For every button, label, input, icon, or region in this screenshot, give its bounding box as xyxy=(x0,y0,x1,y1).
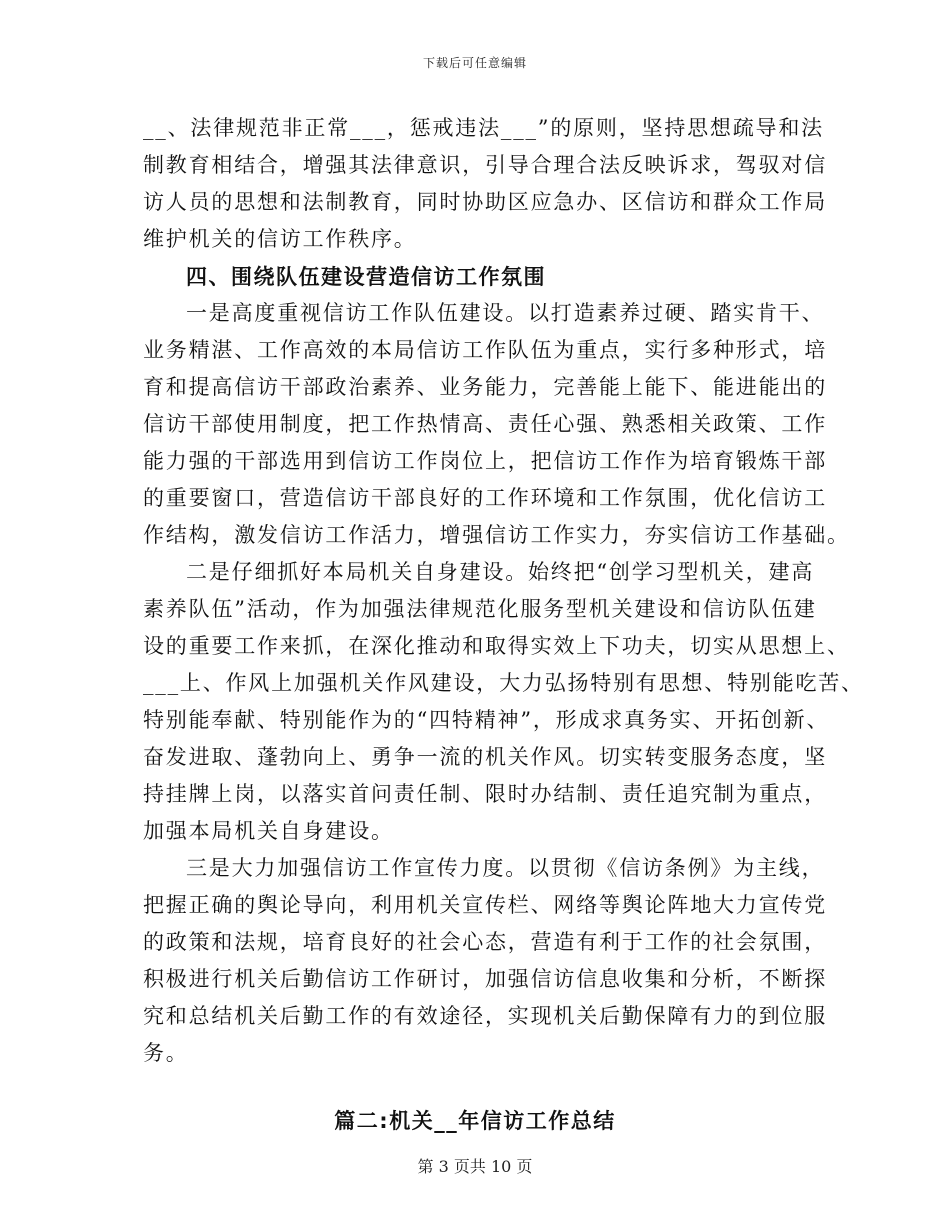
text-line: 素养队伍”活动，作为加强法律规范化服务型机关建设和信访队伍建 xyxy=(143,597,817,621)
paragraph-first-line: 一是高度重视信访工作队伍建设。以打造素养过硬、踏实肯干、 xyxy=(186,301,825,325)
section-title: 篇二:机关__年信访工作总结 xyxy=(334,1109,616,1133)
text-line: 育和提高信访干部政治素养、业务能力，完善能上能下、能进能出的 xyxy=(143,375,827,399)
text-line: 设的重要工作来抓，在深化推动和取得实效上下功夫，切实从思想上、 xyxy=(143,634,850,658)
text-line: ___上、作风上加强机关作风建设，大力弘扬特别有思想、特别能吃苦、 xyxy=(143,671,864,695)
page-header: 下载后可任意编辑 xyxy=(422,56,527,70)
paragraph-first-line: 二是仔细抓好本局机关自身建设。始终把“创学习型机关，建高 xyxy=(186,560,815,584)
text-line: 把握正确的舆论导向，利用机关宣传栏、网络等舆论阵地大力宣传党 xyxy=(143,893,827,917)
page-footer: 第 3 页共 10 页 xyxy=(417,1157,533,1176)
text-line: 信访干部使用制度，把工作热情高、责任心强、熟悉相关政策、工作 xyxy=(143,412,827,436)
text-line: 的政策和法规，培育良好的社会心态，营造有利于工作的社会氛围， xyxy=(143,930,827,954)
document-body xyxy=(143,110,864,1072)
text-line: 究和总结机关后勤工作的有效途径，实现机关后勤保障有力的到位服 xyxy=(143,1004,827,1028)
text-line: 持挂牌上岗，以落实首问责任制、限时办结制、责任追究制为重点， xyxy=(143,782,827,806)
paragraph-first-line: 三是大力加强信访工作宣传力度。以贯彻《信访条例》为主线， xyxy=(186,856,825,880)
text-line: 务。 xyxy=(143,1041,189,1065)
text-line: 业务精湛、工作高效的本局信访工作队伍为重点，实行多种形式，培 xyxy=(143,338,827,362)
text-line: 奋发进取、蓬勃向上、勇争一流的机关作风。切实转变服务态度，坚 xyxy=(143,745,827,769)
text-line: 访人员的思想和法制教育，同时协助区应急办、区信访和群众工作局 xyxy=(143,190,827,214)
section-heading: 四、围绕队伍建设营造信访工作氛围 xyxy=(186,264,546,289)
text-line: 特别能奉献、特别能作为的“四特精神”，形成求真务实、开拓创新、 xyxy=(143,708,830,732)
text-line: 制教育相结合，增强其法律意识，引导合理合法反映诉求，驾驭对信 xyxy=(143,153,827,177)
text-line: 维护机关的信访工作秩序。 xyxy=(143,227,417,251)
text-line: 作结构，激发信访工作活力，增强信访工作实力，夯实信访工作基础。 xyxy=(143,523,850,547)
text-line: 能力强的干部选用到信访工作岗位上，把信访工作作为培育锻炼干部 xyxy=(143,449,827,473)
text-line: 加强本局机关自身建设。 xyxy=(143,819,394,843)
text-line: 积极进行机关后勤信访工作研讨，加强信访信息收集和分析，不断探 xyxy=(143,967,827,991)
text-line: __、法律规范非正常___，惩戒违法___”的原则，坚持思想疏导和法 xyxy=(143,116,824,140)
text-line: 的重要窗口，营造信访干部良好的工作环境和工作氛围，优化信访工 xyxy=(143,486,827,510)
